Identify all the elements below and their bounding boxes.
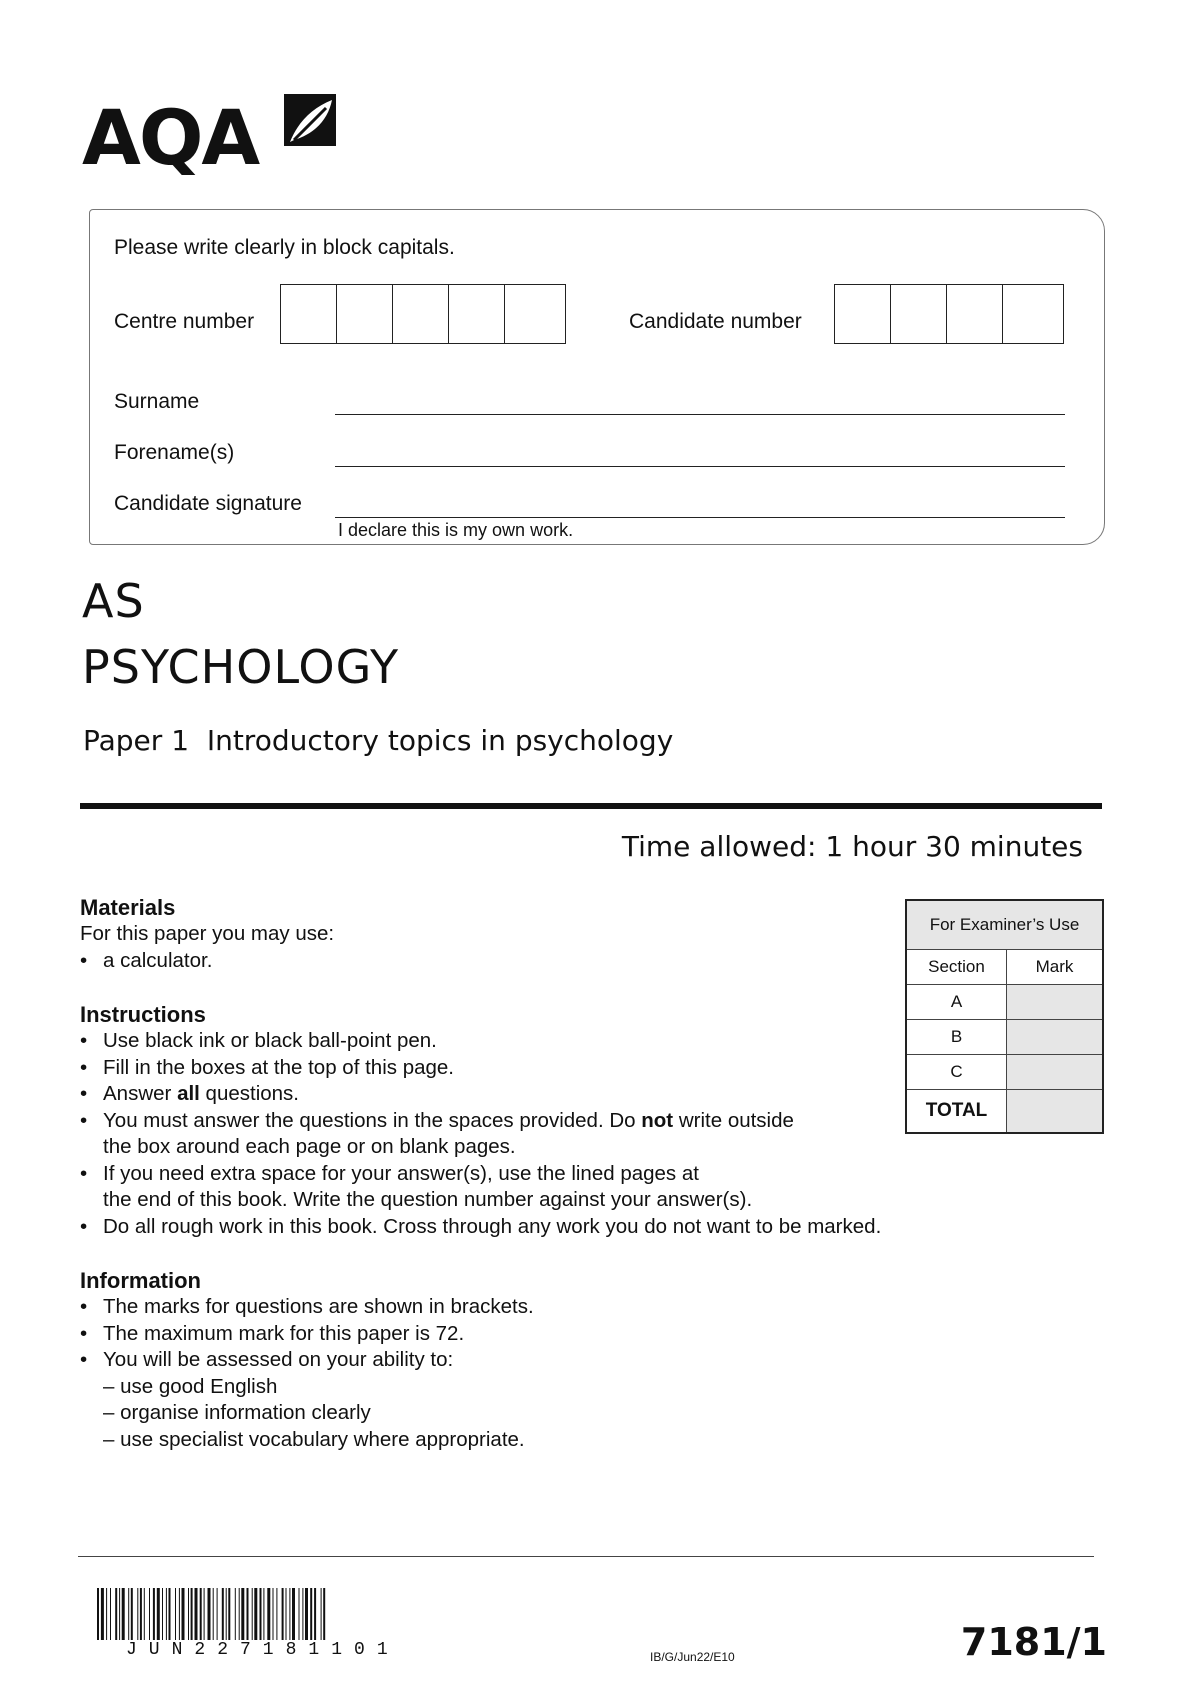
total-label: TOTAL — [907, 1090, 1007, 1132]
table-row — [907, 985, 1102, 1020]
mark-cell — [1007, 985, 1102, 1019]
centre-digit-box[interactable] — [505, 285, 561, 343]
list-item: – organise information clearly — [103, 1401, 371, 1424]
materials-section — [80, 895, 880, 974]
centre-digit-box[interactable] — [337, 285, 393, 343]
candidate-number-boxes[interactable] — [834, 284, 1064, 344]
instructions-section — [80, 1002, 980, 1240]
section-cell: A — [907, 985, 1007, 1019]
list-item: • You will be assessed on your ability to: — [80, 1347, 980, 1374]
list-item: • a calculator. — [80, 948, 880, 975]
table-row — [907, 1020, 1102, 1055]
forename-line[interactable] — [335, 466, 1065, 467]
instructions-heading: Instructions — [80, 1002, 206, 1027]
candidate-digit-box[interactable] — [1003, 285, 1059, 343]
candidate-digit-box[interactable] — [891, 285, 947, 343]
materials-list — [80, 948, 880, 975]
materials-heading: Materials — [80, 895, 176, 920]
list-item: • Answer all questions. — [80, 1081, 980, 1108]
information-heading: Information — [80, 1268, 201, 1293]
information-section — [80, 1268, 980, 1453]
footer-divider — [78, 1556, 1094, 1557]
surname-line[interactable] — [335, 414, 1065, 415]
examiner-table-title: For Examiner’s Use — [907, 901, 1102, 950]
centre-digit-box[interactable] — [393, 285, 449, 343]
declaration-text: I declare this is my own work. — [338, 520, 574, 540]
aqa-logo — [82, 92, 342, 184]
list-item: • Do all rough work in this book. Cross through any work you do not want to be marked. — [80, 1214, 980, 1241]
list-item: • You must answer the questions in the spaces provided. Do not write outside the box around each page or on blank pages. — [80, 1108, 980, 1161]
candidate-digit-box[interactable] — [947, 285, 1003, 343]
barcode-text: JUN227181101 — [126, 1640, 400, 1660]
mark-cell — [1007, 1055, 1102, 1089]
centre-number-boxes[interactable] — [280, 284, 566, 344]
table-row — [907, 1055, 1102, 1090]
centre-digit-box[interactable] — [281, 285, 337, 343]
signature-line[interactable] — [335, 517, 1065, 518]
list-item: • Fill in the boxes at the top of this page. — [80, 1055, 980, 1082]
list-item: • Use black ink or black ball-point pen. — [80, 1028, 980, 1055]
logo-text: AQA — [82, 93, 259, 182]
time-allowed: Time allowed: 1 hour 30 minutes — [621, 830, 1083, 863]
list-item: • The maximum mark for this paper is 72. — [80, 1321, 980, 1348]
section-header: Section — [907, 950, 1007, 984]
qualification-level: AS — [82, 574, 145, 628]
candidate-digit-box[interactable] — [835, 285, 891, 343]
paper-code: 7181/1 — [960, 1620, 1107, 1664]
table-header-row — [907, 950, 1102, 985]
materials-intro: For this paper you may use: — [80, 922, 335, 945]
mark-cell — [1007, 1020, 1102, 1054]
list-item: – use specialist vocabulary where appropriate. — [103, 1427, 525, 1451]
examiner-use-table — [905, 899, 1104, 1134]
surname-label: Surname — [114, 390, 200, 413]
paper-number: Paper 1 — [83, 724, 190, 757]
section-cell: C — [907, 1055, 1007, 1089]
centre-number-label: Centre number — [114, 310, 255, 333]
section-cell: B — [907, 1020, 1007, 1054]
total-cell — [1007, 1090, 1102, 1132]
form-instruction: Please write clearly in block capitals. — [114, 236, 455, 259]
forename-label: Forename(s) — [114, 441, 235, 464]
paper-title: Introductory topics in psychology — [206, 724, 674, 757]
list-item: – use good English — [103, 1374, 278, 1398]
assessment-sublist — [80, 1374, 980, 1454]
mark-header: Mark — [1007, 950, 1102, 984]
candidate-number-label: Candidate number — [629, 310, 802, 333]
signature-label: Candidate signature — [114, 492, 302, 515]
paper-heading — [83, 724, 673, 757]
reference-code: IB/G/Jun22/E10 — [650, 1650, 735, 1664]
centre-digit-box[interactable] — [449, 285, 505, 343]
total-row — [907, 1090, 1102, 1132]
information-list — [80, 1294, 980, 1374]
list-item: • The marks for questions are shown in brackets. — [80, 1294, 980, 1321]
title-divider — [80, 803, 1102, 809]
list-item: • If you need extra space for your answer(s), use the lined pages at the end of this book. Write the question number against your answer(s). — [80, 1161, 980, 1214]
instructions-list — [80, 1028, 980, 1240]
leaf-logo-icon — [282, 92, 338, 148]
subject-title: PSYCHOLOGY — [82, 640, 400, 694]
barcode-icon — [97, 1588, 477, 1640]
